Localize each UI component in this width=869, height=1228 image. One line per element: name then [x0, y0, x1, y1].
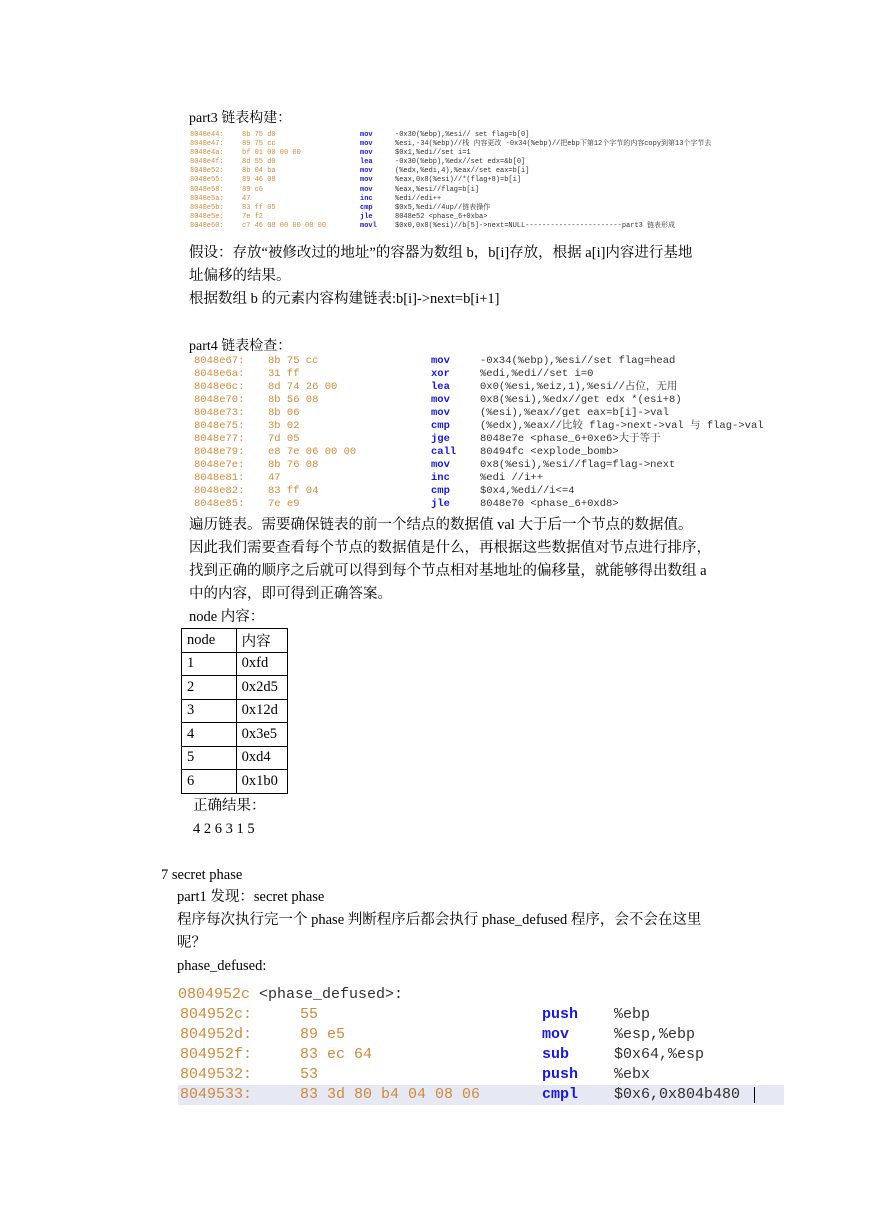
- code-operands: (%edx),%eax//比较 flag->next->val 与 flag->val: [480, 420, 764, 432]
- code-mnemonic: push: [542, 1006, 579, 1023]
- code-mnemonic: xor: [431, 368, 450, 380]
- code-address: 804952f:: [180, 1046, 253, 1063]
- code-address: 8048e81:: [194, 472, 245, 484]
- part4-paragraph-4: 中的内容，即可得到正确答案。: [189, 586, 392, 602]
- code-address: 8048e6a:: [194, 368, 245, 380]
- part3-paragraph-2: 址偏移的结果。: [189, 268, 291, 284]
- code-line: [178, 1025, 784, 1045]
- table-cell: 6: [182, 770, 237, 794]
- code-operands: 0x8(%esi),%edx//get edx *(esi+8): [480, 394, 682, 406]
- code-bytes: 89 46 08: [242, 176, 276, 185]
- code-bytes: 83 ff 05: [242, 203, 276, 212]
- code-address: 8048e70:: [194, 394, 245, 406]
- code-mnemonic: sub: [542, 1046, 570, 1063]
- code-bytes: 7d 05: [268, 433, 300, 445]
- code-address: 8048e58:: [190, 185, 224, 194]
- code-operands: $0x0,0x8(%esi)//b[5]->next=NULL-----------------------part3 链表形成: [395, 221, 676, 230]
- code-address: 8048e77:: [194, 433, 245, 445]
- part4-heading: part4 链表检查：: [189, 339, 292, 354]
- table-cell: 0xfd: [236, 652, 287, 676]
- code-line: [194, 368, 804, 381]
- code-mnemonic: movl: [360, 221, 377, 230]
- code-operands: %edi//edi++: [395, 194, 442, 203]
- code-address: 8048e5a:: [190, 194, 224, 203]
- secret-paragraph-2: 呢？: [177, 935, 206, 951]
- code-line: [194, 394, 804, 407]
- code-bytes: 47: [242, 194, 251, 203]
- part4-paragraph-2: 因此我们需要查看每个节点的数据值是什么，再根据这些数据值对节点进行排序，: [189, 540, 711, 556]
- code-line: [194, 472, 804, 485]
- code-bytes: 3b 02: [268, 420, 300, 432]
- table-header-row: [182, 629, 288, 653]
- text-cursor: [754, 1087, 755, 1103]
- code-operands: $0x6,0x804b480: [614, 1086, 741, 1103]
- code-bytes: bf 01 00 00 00: [242, 149, 301, 158]
- table-cell: 2: [182, 676, 237, 700]
- code-operands: $0x4,%edi//i<=4: [480, 485, 575, 497]
- code-line: [190, 149, 800, 158]
- code-address: 8048e47:: [190, 140, 224, 149]
- code-operands: 0x0(%esi,%eiz,1),%esi//占位，无用: [480, 381, 678, 393]
- code-mnemonic: mov: [360, 185, 373, 194]
- code-bytes: 8b 56 08: [268, 394, 319, 406]
- code-bytes: 89 75 cc: [242, 140, 276, 149]
- table-cell: 0x2d5: [236, 676, 287, 700]
- code-line: [178, 1065, 784, 1085]
- code-mnemonic: mov: [431, 459, 450, 471]
- code-address: 8048e5e:: [190, 212, 224, 221]
- table-cell: 0x12d: [236, 699, 287, 723]
- code-operands: 8048e7e <phase_6+0xe6>大于等于: [480, 433, 661, 445]
- code-line: [194, 446, 804, 459]
- code-bytes: 8b 06: [268, 407, 300, 419]
- code-line: [194, 433, 804, 446]
- code-line: [178, 1005, 784, 1025]
- function-header: [178, 985, 784, 1005]
- code-mnemonic: lea: [431, 381, 450, 393]
- code-operands: $0x1,%edi//set i=1: [395, 149, 471, 158]
- code-operands: (%esi),%eax//get eax=b[i]->val: [480, 407, 670, 419]
- code-address: 8048e67:: [194, 355, 245, 367]
- table-row: [182, 676, 288, 700]
- table-cell: 0x3e5: [236, 723, 287, 747]
- code-address: 804952c:: [180, 1006, 253, 1023]
- phase-defused-code-block: [178, 985, 784, 1105]
- code-line: [194, 459, 804, 472]
- code-line: [194, 381, 804, 394]
- code-bytes: 31 ff: [268, 368, 300, 380]
- code-line: [190, 167, 800, 176]
- code-line: [178, 1085, 784, 1105]
- part4-code-block: [194, 355, 804, 511]
- code-operands: %edi //i++: [480, 472, 544, 484]
- code-bytes: 8d 55 d0: [242, 158, 276, 167]
- code-address: 8048e52:: [190, 167, 224, 176]
- code-bytes: c7 46 08 00 00 00 00: [242, 221, 327, 230]
- result-value: 4 2 6 3 1 5: [193, 821, 255, 837]
- code-mnemonic: mov: [431, 407, 450, 419]
- part3-paragraph-1: 假设：存放“被修改过的地址”的容器为数组 b，b[i]存放，根据 a[i]内容进行基地: [189, 245, 693, 261]
- code-address: 8048e6c:: [194, 381, 245, 393]
- code-mnemonic: mov: [542, 1026, 570, 1043]
- code-mnemonic: mov: [360, 131, 373, 139]
- code-bytes: 89 c6: [242, 185, 264, 194]
- code-mnemonic: cmp: [360, 203, 373, 212]
- code-mnemonic: inc: [360, 194, 373, 203]
- code-operands: %eax,0x8(%esi)//*(flag+8)=b[i]: [395, 176, 522, 185]
- code-address: 8048e44:: [190, 131, 224, 139]
- code-bytes: 8d 74 26 00: [268, 381, 338, 393]
- code-line: [190, 213, 800, 222]
- secret-phase-heading: 7 secret phase: [161, 867, 243, 883]
- node-content-label: node 内容：: [189, 609, 265, 625]
- function-name: <phase_defused>:: [259, 986, 404, 1003]
- code-mnemonic: mov: [360, 140, 373, 149]
- table-cell: 5: [182, 746, 237, 770]
- code-line: [190, 195, 800, 204]
- secret-paragraph-1: 程序每次执行完一个 phase 判断程序后都会执行 phase_defused 程序，会不会在这里: [177, 912, 702, 928]
- code-operands: $0x5,%edi//4up//链表操作: [395, 203, 491, 212]
- code-line: [194, 485, 804, 498]
- code-mnemonic: jge: [431, 433, 450, 445]
- code-operands: 80494fc <explode_bomb>: [480, 446, 619, 458]
- code-bytes: 7e e9: [268, 498, 300, 510]
- code-mnemonic: cmp: [431, 485, 450, 497]
- code-line: [178, 1045, 784, 1065]
- table-row: [182, 699, 288, 723]
- code-operands: -0x30(%ebp),%esi// set flag=b[0]: [395, 131, 530, 139]
- code-mnemonic: inc: [431, 472, 450, 484]
- code-operands: 8048e70 <phase_6+0xd8>: [480, 498, 619, 510]
- code-line: [194, 407, 804, 420]
- code-operands: (%edx,%edi,4),%eax//set eax=b[i]: [395, 167, 530, 176]
- part3-paragraph-3: 根据数组 b 的元素内容构建链表:b[i]->next=b[i+1]: [189, 291, 500, 307]
- code-bytes: e8 7e 06 00 00: [268, 446, 357, 458]
- code-line: [190, 140, 800, 149]
- code-bytes: 53: [300, 1066, 319, 1083]
- code-mnemonic: mov: [360, 149, 373, 158]
- table-row: [182, 746, 288, 770]
- table-row: [182, 770, 288, 794]
- code-address: 8048e60:: [190, 221, 224, 230]
- code-line: [190, 158, 800, 167]
- code-operands: 0x8(%esi),%esi//flag=flag->next: [480, 459, 676, 471]
- table-cell: 0x1b0: [236, 770, 287, 794]
- code-line: [190, 186, 800, 195]
- code-address: 8048e73:: [194, 407, 245, 419]
- code-operands: -0x34(%ebp),%esi//set flag=head: [480, 355, 676, 367]
- code-bytes: 55: [300, 1006, 319, 1023]
- code-bytes: 83 ec 64: [300, 1046, 373, 1063]
- code-operands: 8048e52 <phase_6+0xba>: [395, 212, 488, 221]
- secret-part1-heading: part1 发现：secret phase: [177, 889, 325, 905]
- table-cell: 1: [182, 652, 237, 676]
- code-address: 8048e4f:: [190, 158, 224, 167]
- code-operands: %edi,%edi//set i=0: [480, 368, 594, 380]
- code-bytes: 83 3d 80 b4 04 08 06: [300, 1086, 481, 1103]
- code-address: 8048e75:: [194, 420, 245, 432]
- node-table: [181, 628, 288, 794]
- code-line: [194, 498, 804, 511]
- code-address: 8048e79:: [194, 446, 245, 458]
- code-operands: -0x30(%ebp),%edx//set edx=&b[0]: [395, 158, 526, 167]
- code-operands: %eax,%esi//flag=b[i]: [395, 185, 480, 194]
- code-address: 8048e7e:: [194, 459, 245, 471]
- code-operands: %esi,-34(%ebp)//栈 内容更改 -0x34(%ebp)//把ebp下第12个字节的内容copy到第13个字节去: [395, 140, 712, 149]
- code-bytes: 89 e5: [300, 1026, 346, 1043]
- table-cell: 4: [182, 723, 237, 747]
- code-mnemonic: mov: [431, 394, 450, 406]
- code-mnemonic: cmp: [431, 420, 450, 432]
- code-bytes: 8b 75 cc: [268, 355, 319, 367]
- code-operands: %ebx: [614, 1066, 651, 1083]
- code-bytes: 8b 75 d0: [242, 131, 276, 139]
- code-mnemonic: jle: [360, 212, 373, 221]
- code-address: 8049532:: [180, 1066, 253, 1083]
- code-line: [190, 204, 800, 213]
- phase-defused-label: phase_defused:: [177, 958, 267, 974]
- code-line: [190, 222, 800, 231]
- table-cell: 3: [182, 699, 237, 723]
- code-mnemonic: mov: [431, 355, 450, 367]
- code-mnemonic: jle: [431, 498, 450, 510]
- code-address: 8048e85:: [194, 498, 245, 510]
- code-bytes: 7e f2: [242, 212, 264, 221]
- part4-paragraph-1: 遍历链表。需要确保链表的前一个结点的数据值 val 大于后一个节点的数据值。: [189, 517, 693, 533]
- table-header-cell: node: [182, 629, 237, 653]
- code-operands: $0x64,%esp: [614, 1046, 705, 1063]
- code-line: [194, 355, 804, 368]
- code-mnemonic: mov: [360, 167, 373, 176]
- code-operands: %ebp: [614, 1006, 651, 1023]
- code-address: 8048e82:: [194, 485, 245, 497]
- function-address: 0804952c: [178, 986, 251, 1003]
- code-address: 8048e5b:: [190, 203, 224, 212]
- result-label: 正确结果：: [193, 798, 266, 814]
- code-address: 8049533:: [180, 1086, 253, 1103]
- table-header-cell: 内容: [236, 629, 287, 653]
- code-address: 804952d:: [180, 1026, 253, 1043]
- code-operands: %esp,%ebp: [614, 1026, 696, 1043]
- code-address: 8048e4a:: [190, 149, 224, 158]
- table-row: [182, 723, 288, 747]
- code-address: 8048e55:: [190, 176, 224, 185]
- table-cell: 0xd4: [236, 746, 287, 770]
- code-line: [190, 176, 800, 185]
- part3-code-block: [190, 131, 800, 231]
- code-mnemonic: mov: [360, 176, 373, 185]
- part4-paragraph-3: 找到正确的顺序之后就可以得到每个节点相对基地址的偏移量，就能够得出数组 a: [189, 563, 707, 579]
- code-mnemonic: push: [542, 1066, 579, 1083]
- code-mnemonic: cmpl: [542, 1086, 579, 1103]
- code-line: [190, 131, 800, 140]
- code-bytes: 8b 76 08: [268, 459, 319, 471]
- code-mnemonic: call: [431, 446, 457, 458]
- code-bytes: 8b 04 ba: [242, 167, 276, 176]
- code-bytes: 47: [268, 472, 281, 484]
- code-line: [194, 420, 804, 433]
- table-row: [182, 652, 288, 676]
- part3-heading: part3 链表构建：: [189, 111, 292, 126]
- code-mnemonic: lea: [360, 158, 373, 167]
- code-bytes: 83 ff 04: [268, 485, 319, 497]
